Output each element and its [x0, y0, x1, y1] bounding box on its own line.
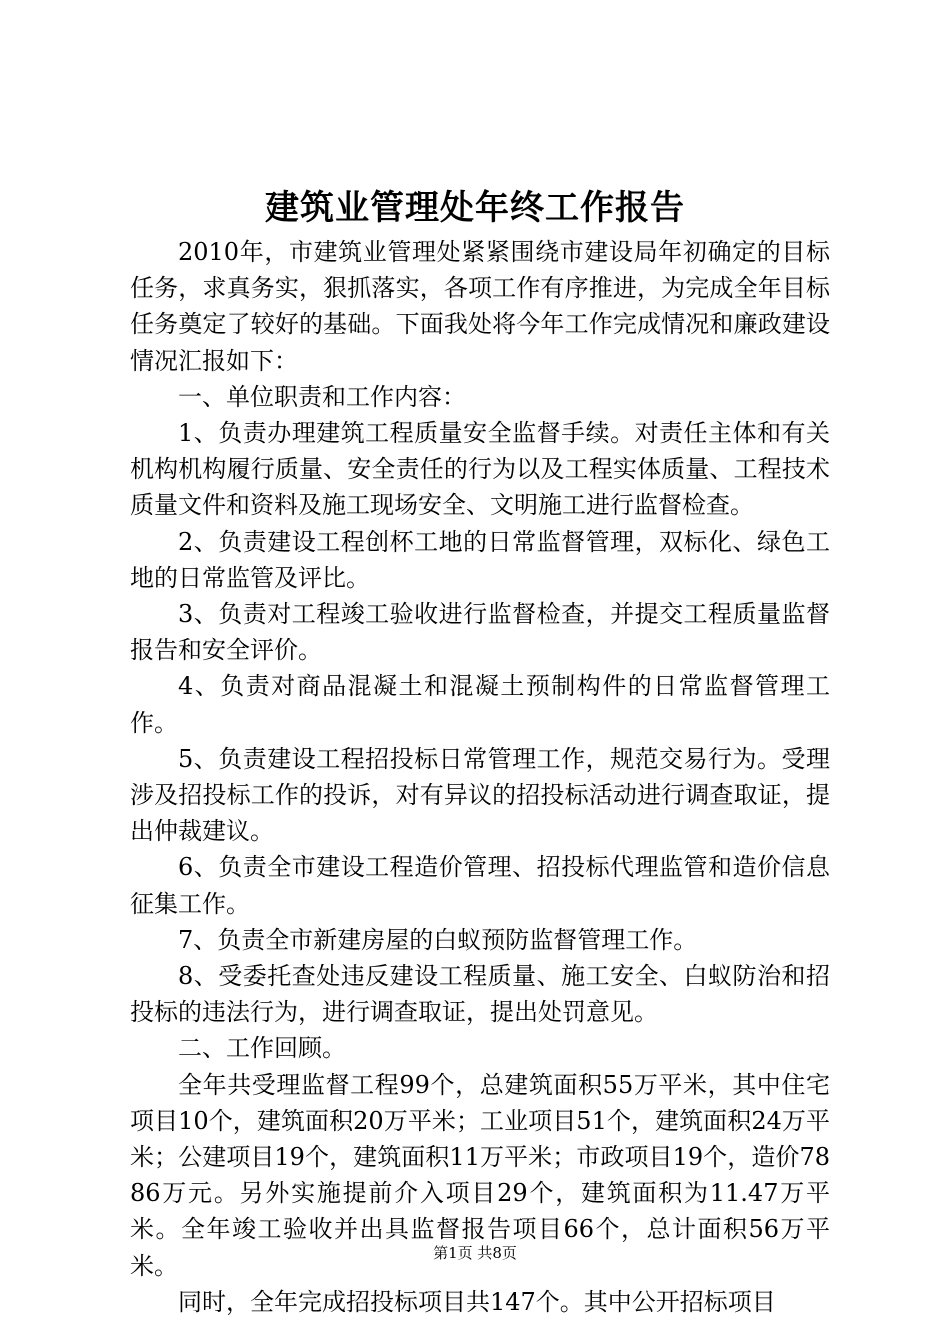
paragraph-duty-3: 3、负责对工程竣工验收进行监督检查，并提交工程质量监督报告和安全评价。	[130, 600, 830, 665]
paragraph-duty-6: 6、负责全市建设工程造价管理、招投标代理监管和造价信息征集工作。	[130, 853, 830, 918]
document-title: 建筑业管理处年终工作报告	[265, 188, 685, 228]
page-footer: 第1页 共8页	[433, 1244, 517, 1262]
paragraph-review-stats: 全年共受理监督工程99个，总建筑面积55万平米，其中住宅项目10个，建筑面积20万平米；工业项目51个，建筑面积24万平米；公建项目19个，建筑面积11万平米；市政项目19个，造价7886万元。另外实施提前介入项目29个，建筑面积为11.47万平米。全年竣工验收并出具监督报告项目66个，总计面积56万平米。	[130, 1070, 830, 1280]
section-heading-review: 二、工作回顾。	[178, 1034, 346, 1063]
section-heading-duties: 一、单位职责和工作内容：	[178, 382, 466, 411]
paragraph-duty-5: 5、负责建设工程招投标日常管理工作，规范交易行为。受理涉及招投标工作的投诉，对有异议的招投标活动进行调查取证，提出仲裁建议。	[130, 744, 830, 846]
paragraph-duty-2: 2、负责建设工程创杯工地的日常监督管理，双标化、绿色工地的日常监管及评比。	[130, 527, 830, 592]
document-body	[130, 234, 830, 1320]
paragraph-tendering: 同时，全年完成招投标项目共147个。其中公开招标项目	[178, 1287, 776, 1316]
paragraph-duty-1: 1、负责办理建筑工程质量安全监督手续。对责任主体和有关机构机构履行质量、安全责任的行为以及工程实体质量、工程技术质量文件和资料及施工现场安全、文明施工进行监督检查。	[130, 419, 830, 520]
paragraph-intro: 2010年，市建筑业管理处紧紧围绕市建设局年初确定的目标任务，求真务实，狠抓落实，各项工作有序推进，为完成全年目标任务奠定了较好的基础。下面我处将今年工作完成情况和廉政建设情况汇报如下：	[130, 238, 830, 375]
paragraph-duty-8: 8、受委托查处违反建设工程质量、施工安全、白蚁防治和招投标的违法行为，进行调查取证，提出处罚意见。	[130, 962, 830, 1027]
paragraph-duty-7: 7、负责全市新建房屋的白蚁预防监督管理工作。	[178, 925, 698, 954]
paragraph-duty-4: 4、负责对商品混凝土和混凝土预制构件的日常监督管理工作。	[130, 672, 830, 737]
